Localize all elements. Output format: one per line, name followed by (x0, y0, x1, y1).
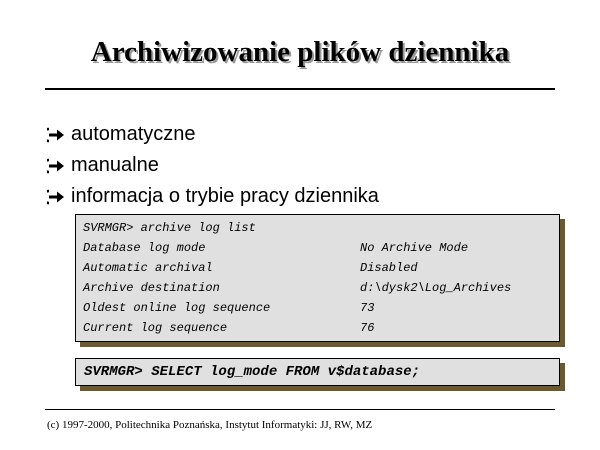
command-prompt-line: SVRMGR> archive log list (83, 221, 256, 235)
archive-log-output-box (75, 214, 560, 342)
output-row-label: Archive destination (83, 281, 220, 295)
title-divider (45, 88, 555, 90)
output-row-value: 76 (360, 321, 375, 335)
bullet-item (47, 181, 379, 212)
footer-divider (45, 409, 555, 410)
output-row-value: 73 (360, 301, 375, 315)
bullet-text: informacja o trybie pracy dziennika (71, 185, 379, 207)
output-row-value: d:\dysk2\Log_Archives (360, 281, 512, 295)
right-arrow-icon (47, 186, 71, 208)
right-arrow-icon (47, 124, 71, 146)
output-row-value: No Archive Mode (360, 241, 469, 255)
bullet-text: automatyczne (71, 123, 196, 145)
bullet-item (47, 150, 379, 181)
bullet-text: manualne (71, 154, 159, 176)
footer-copyright: (c) 1997-2000, Politechnika Poznańska, Instytut Informatyki: JJ, RW, MZ (47, 419, 373, 431)
output-row-label: Automatic archival (83, 261, 213, 275)
output-row-label: Current log sequence (83, 321, 228, 335)
output-row-label: Oldest online log sequence (83, 301, 271, 315)
output-row-value: Disabled (360, 261, 418, 275)
slide-title: Archiwizowanie plików dziennika (90, 36, 510, 68)
bullet-list (47, 119, 379, 212)
sql-query-box (75, 358, 560, 386)
bullet-item (47, 119, 379, 150)
output-row-label: Database log mode (83, 241, 206, 255)
sql-command-line: SVRMGR> SELECT log_mode FROM v$database; (84, 364, 421, 380)
right-arrow-icon (47, 155, 71, 177)
